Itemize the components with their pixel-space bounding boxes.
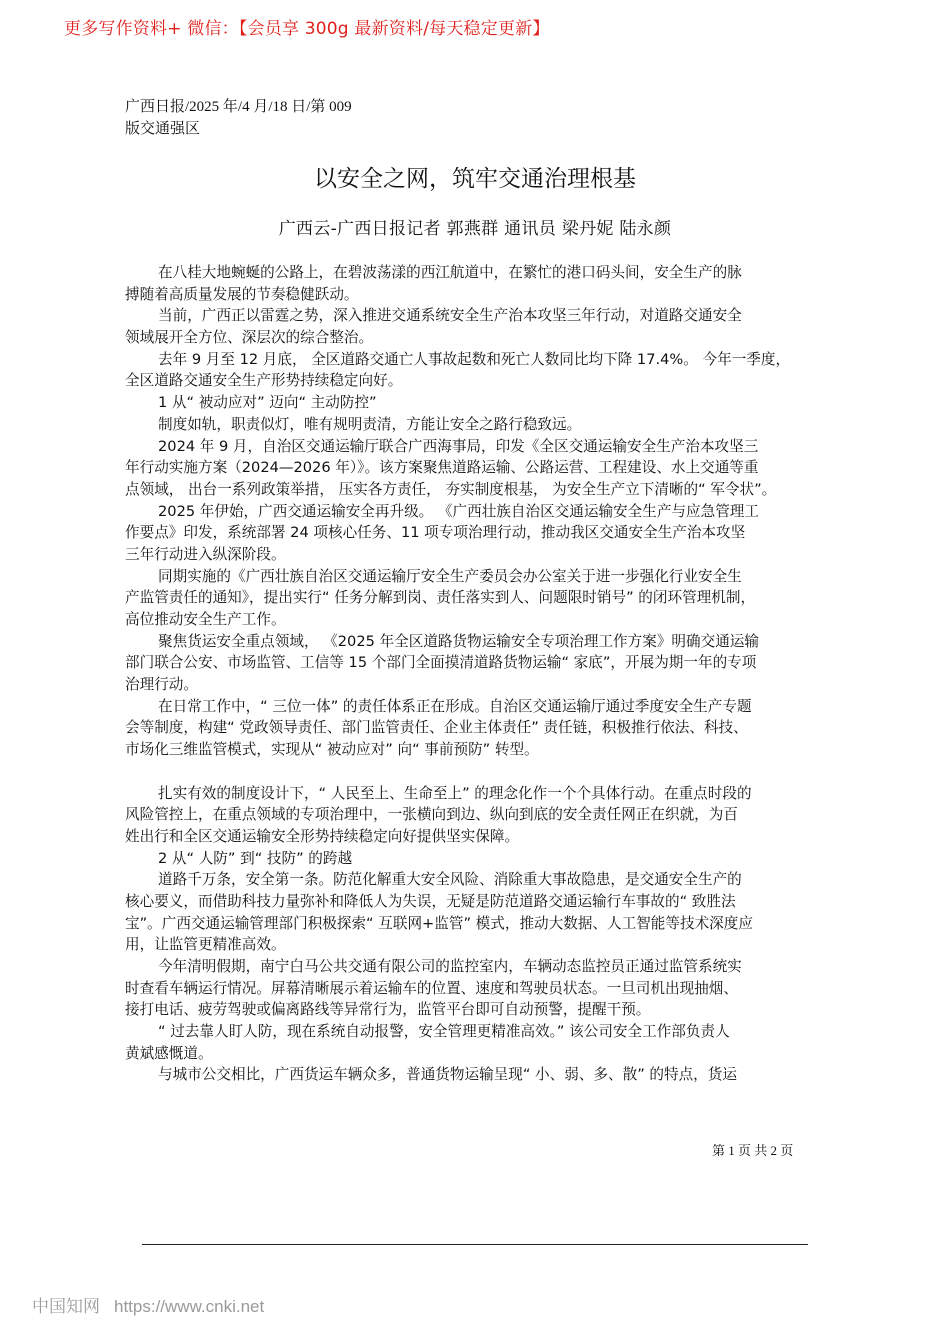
article-line: 点领域， 出台一系列政策举措， 压实各方责任， 夯实制度根基， 为安全生产立下清晰的“ 军令状”。 [125,480,777,498]
article-line: 黄斌感慨道。 [125,1044,213,1062]
article-line: 在日常工作中，“ 三位一体” 的责任体系正在形成。自治区交通运输厅通过季度安全生产专题 [158,697,752,715]
article-line: 全区道路交通安全生产形势持续稳定向好。 [125,372,403,390]
article-body [125,262,835,1086]
article-line: 会等制度，构建“ 党政领导责任、部门监管责任、企业主体责任” 责任链，积极推行依法、科技、 [125,719,748,737]
article-line: 道路千万条，安全第一条。防范化解重大安全风险、消除重大事故隐患，是交通安全生产的 [158,871,742,889]
article-line: 制度如轨，职责似灯，唯有规明责清，方能让安全之路行稳致远。 [158,415,582,433]
article-line: 宝”。广西交通运输管理部门积极探索“ 互联网+监管” 模式，推动大数据、人工智能等技术深度应 [125,914,753,932]
article-line: 去年 9 月至 12 月底， 全区道路交通亡人事故起数和死亡人数同比均下降 17.4%。 今年一季度， [158,350,791,368]
article-line: 领域展开全方位、深层次的综合整治。 [125,329,374,347]
article-line: 风险管控上，在重点领域的专项治理中，一张横向到边、纵向到底的安全责任网正在织就，为百 [125,806,738,824]
article-line: 接打电话、疲劳驾驶或偏离路线等异常行为，监管平台即可自动预警，提醒干预。 [125,1001,651,1019]
article-line: 1 从“ 被动应对” 迈向“ 主动防控” [158,394,377,412]
article-line: 当前，广西正以雷霆之势，深入推进交通系统安全生产治本攻坚三年行动，对道路交通安全 [158,307,742,325]
article-line: 2024 年 9 月，自治区交通运输厅联合广西海事局，印发《全区交通运输安全生产治本攻坚三 [158,437,759,455]
article-line: 时查看车辆运行情况。屏幕清晰展示着运输车的位置、速度和驾驶员状态。一旦司机出现抽烟、 [125,979,738,997]
article-line: 同期实施的《广西壮族自治区交通运输厅安全生产委员会办公室关于进一步强化行业安全生 [158,567,742,585]
article-line: 在八桂大地蜿蜒的公路上，在碧波荡漾的西江航道中，在繁忙的港口码头间，安全生产的脉 [158,264,742,281]
article-line: 市场化三维监管模式，实现从“ 被动应对” 向“ 事前预防” 转型。 [125,741,539,759]
article-line: 产监管责任的通知》，提出实行“ 任务分解到岗、责任落实到人、问题限时销号” 的闭环管理机制， [125,589,756,607]
article-line: 治理行动。 [125,676,198,694]
source-line-2: 版交通强区 [125,121,201,137]
source-line-1: 广西日报/2025 年/4 月/18 日/第 009 [125,99,352,115]
article-line: 2 从“ 人防” 到“ 技防” 的跨越 [158,849,353,867]
article-line: “ 过去靠人盯人防，现在系统自动报警，安全管理更精准高效。” 该公司安全工作部负责人 [158,1023,730,1041]
article-line: 部门联合公安、市场监管、工信等 15 个部门全面摸清道路货物运输“ 家底”，开展为期一年的专项 [125,654,757,672]
article-line: 姓出行和全区交通运输安全形势持续稳定向好提供坚实保障。 [125,827,520,845]
footer-url-link[interactable]: https://www.cnki.net [114,1297,265,1316]
footer [32,1292,264,1317]
cnki-logo-text: 中国知网 [32,1297,100,1317]
article-line: 作要点》印发，系统部署 24 项核心任务、11 项专项治理行动，推动我区交通安全生产治本攻坚 [125,524,746,542]
article-line: 聚焦货运安全重点领域， 《2025 年全区道路货物运输安全专项治理工作方案》明确交通运输 [158,632,759,650]
article-line: 核心要义，而借助科技力量弥补和降低人为失误，无疑是防范道路交通运输行车事故的“ 致胜法 [125,892,736,910]
article-line: 2025 年伊始，广西交通运输安全再升级。 《广西壮族自治区交通运输安全生产与应急管理工 [158,502,759,520]
article-line: 三年行动进入纵深阶段。 [125,545,286,563]
article-line: 与城市公交相比，广西货运车辆众多，普通货物运输呈现“ 小、弱、多、散” 的特点，货运 [158,1066,737,1084]
footer-divider [142,1244,808,1245]
article-line: 今年清明假期，南宁白马公共交通有限公司的监控室内，车辆动态监控员正通过监管系统实 [158,958,742,975]
promo-banner: 更多写作资料+ 微信：【会员享 300g 最新资料/每天稳定更新】 [64,19,550,39]
article-line: 年行动实施方案（2024—2026 年）》。该方案聚焦道路运输、公路运营、工程建设、水上交通等重 [125,459,759,477]
article-line: 搏随着高质量发展的节奏稳健跃动。 [125,285,359,303]
article-byline: 广西云-广西日报记者 郭燕群 通讯员 梁丹妮 陆永颜 [278,219,672,239]
article-line: 用，让监管更精准高效。 [125,936,286,954]
article-title: 以安全之网，筑牢交通治理根基 [314,166,636,192]
article-line: 高位推动安全生产工作。 [125,611,286,628]
page-indicator: 第 1 页 共 2 页 [712,1143,794,1158]
article-line: 扎实有效的制度设计下，“ 人民至上、生命至上” 的理念化作一个个具体行动。在重点时段的 [158,784,752,802]
article-line [125,761,835,783]
